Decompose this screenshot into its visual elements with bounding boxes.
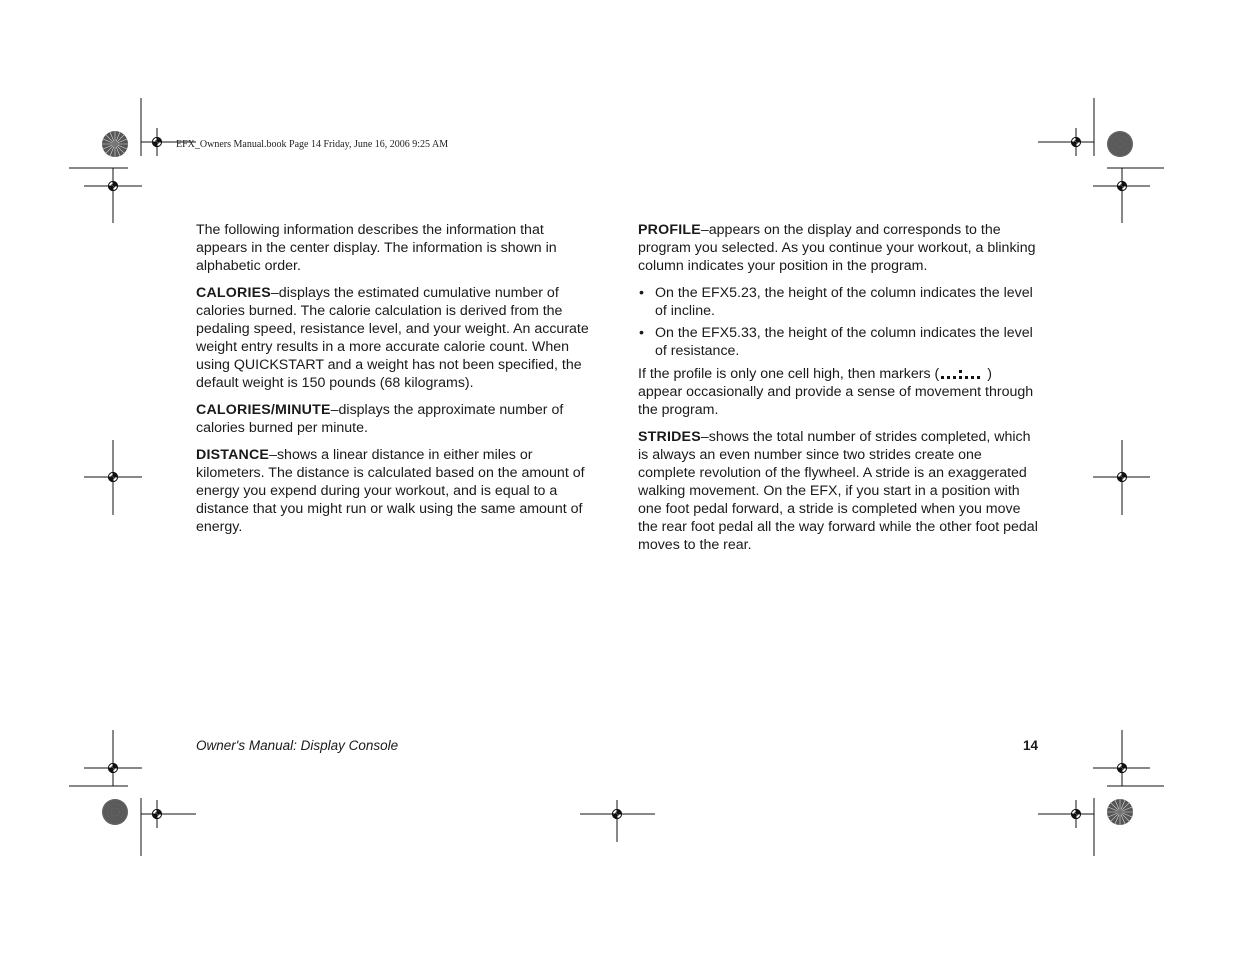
markers-text-after: ) appear occasionally and provide a sense of movement through the program. <box>638 366 1034 418</box>
calories-minute-paragraph <box>196 401 594 437</box>
bullet-text: On the EFX5.33, the height of the column indicates the level of resistance. <box>655 325 1033 359</box>
calories-text: –displays the estimated cumulative number of calories burned. The calorie calculation is derived from the pedaling speed, resistance level, and your weight. An accurate weight entry results in a more accurate calorie count. When using QUICKSTART and a weight has not been specified, the default weight is 150 pounds (68 kilograms). <box>196 285 589 391</box>
profile-term: PROFILE <box>638 222 701 238</box>
strides-text: –shows the total number of strides completed, which is always an even number since two strides create one complete revolution of the flywheel. A stride is an exaggerated walking movement. On the EFX, if you start in a position with one foot pedal forward, a stride is completed when you move the rear foot pedal all the way forward while the other foot pedal moves to the rear. <box>638 429 1038 553</box>
distance-term: DISTANCE <box>196 447 270 463</box>
strides-paragraph <box>638 428 1038 554</box>
bullet-icon: • <box>639 325 644 341</box>
profile-paragraph <box>638 221 1038 275</box>
strides-term: STRIDES <box>638 429 701 445</box>
distance-paragraph <box>196 446 594 536</box>
bullet-text: On the EFX5.23, the height of the column indicates the level of incline. <box>655 285 1033 319</box>
calories-minute-term: CALORIES/MINUTE <box>196 402 331 418</box>
footer-title: Owner's Manual: Display Console <box>196 738 399 753</box>
calories-minute-text: –displays the approximate number of calories burned per minute. <box>196 402 564 436</box>
print-slug: EFX_Owners Manual.book Page 14 Friday, June 16, 2006 9:25 AM <box>176 139 449 150</box>
calories-paragraph <box>196 284 594 392</box>
list-item <box>638 324 1038 360</box>
distance-text: –shows a linear distance in either miles or kilometers. The distance is calculated based on the amount of energy you expend during your workout, and is equal to a distance that you might run or walk using the same amount of energy. <box>196 447 585 535</box>
markers-paragraph <box>638 365 1038 419</box>
markers-text-before: If the profile is only one cell high, then markers ( <box>638 366 940 382</box>
calories-term: CALORIES <box>196 285 271 301</box>
bullet-icon: • <box>639 285 644 301</box>
intro-paragraph: The following information describes the information that appears in the center display. The information is shown in alphabetic order. <box>196 222 557 274</box>
profile-text: –appears on the display and corresponds to the program you selected. As you continue your workout, a blinking column indicates your position in the program. <box>638 222 1036 274</box>
profile-bullet-list <box>638 284 1038 360</box>
profile-markers-icon <box>940 368 986 380</box>
page-number: 14 <box>1022 738 1038 753</box>
left-column <box>196 221 594 545</box>
right-column <box>638 221 1038 563</box>
list-item <box>638 284 1038 320</box>
